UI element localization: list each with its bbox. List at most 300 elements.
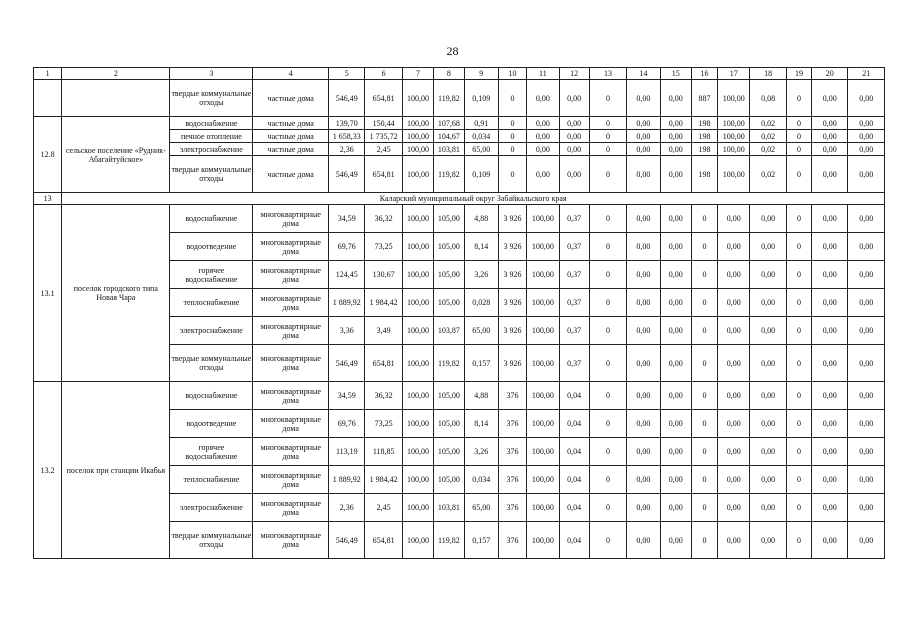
- table-cell: 0,00: [660, 117, 691, 130]
- table-cell: 0,00: [750, 317, 786, 345]
- table-cell: 0: [786, 117, 811, 130]
- service-name: теплоснабжение: [170, 289, 253, 317]
- settlement-name: поселок городского типа Новая Чара: [62, 205, 170, 382]
- housing-type: многоквартирные дома: [253, 317, 329, 345]
- housing-type: частные дома: [253, 156, 329, 193]
- table-cell: 376: [498, 522, 526, 559]
- table-cell: 0,00: [660, 233, 691, 261]
- table-cell: 0,157: [464, 522, 498, 559]
- housing-type: многоквартирные дома: [253, 494, 329, 522]
- table-cell: 0,91: [464, 117, 498, 130]
- table-cell: 0: [589, 261, 626, 289]
- table-cell: 0,00: [527, 130, 559, 143]
- table-cell: 105,00: [434, 382, 464, 410]
- table-cell: 1 889,92: [329, 289, 365, 317]
- table-cell: 0,00: [750, 233, 786, 261]
- table-cell: 100,00: [402, 382, 433, 410]
- table-cell: 100,00: [402, 143, 433, 156]
- table-cell: 0,00: [627, 130, 660, 143]
- service-name: твердые коммунальные отходы: [170, 156, 253, 193]
- table-cell: 36,32: [365, 382, 402, 410]
- table-cell: 3 926: [498, 289, 526, 317]
- table-cell: 100,00: [402, 233, 433, 261]
- table-cell: 100,00: [527, 382, 559, 410]
- table-cell: 0: [589, 117, 626, 130]
- table-cell: 0,00: [750, 382, 786, 410]
- table-cell: 0: [498, 130, 526, 143]
- table-cell: 0,00: [848, 233, 885, 261]
- table-cell: 0: [786, 522, 811, 559]
- table-cell: 69,76: [329, 410, 365, 438]
- column-number: 12: [559, 68, 589, 80]
- service-name: водоотведение: [170, 233, 253, 261]
- table-cell: 0: [786, 466, 811, 494]
- table-cell: 0,00: [718, 205, 750, 233]
- service-name: водоснабжение: [170, 205, 253, 233]
- table-cell: 0: [691, 317, 717, 345]
- table-cell: 0,00: [812, 143, 848, 156]
- table-cell: 107,68: [434, 117, 464, 130]
- table-cell: 100,00: [402, 317, 433, 345]
- column-number: 21: [848, 68, 885, 80]
- table-cell: 0,00: [812, 289, 848, 317]
- table-cell: 546,49: [329, 80, 365, 117]
- table-cell: 0,028: [464, 289, 498, 317]
- housing-type: многоквартирные дома: [253, 289, 329, 317]
- table-cell: 0: [589, 233, 626, 261]
- table-cell: 36,32: [365, 205, 402, 233]
- settlement-name: [62, 80, 170, 117]
- table-cell: 654,81: [365, 80, 402, 117]
- table-cell: 0,00: [660, 410, 691, 438]
- table-cell: 3 926: [498, 261, 526, 289]
- table-cell: 0,00: [848, 317, 885, 345]
- table-cell: 119,82: [434, 80, 464, 117]
- table-cell: 100,00: [527, 233, 559, 261]
- column-number: 4: [253, 68, 329, 80]
- column-number: 14: [627, 68, 660, 80]
- housing-type: многоквартирные дома: [253, 233, 329, 261]
- housing-type: многоквартирные дома: [253, 466, 329, 494]
- table-cell: 0,00: [559, 80, 589, 117]
- table-cell: 105,00: [434, 438, 464, 466]
- table-cell: 654,81: [365, 522, 402, 559]
- service-name: электроснабжение: [170, 143, 253, 156]
- table-cell: 0,00: [627, 494, 660, 522]
- table-cell: 0: [786, 156, 811, 193]
- table-cell: 130,67: [365, 261, 402, 289]
- table-cell: 100,00: [402, 289, 433, 317]
- table-cell: 100,00: [527, 438, 559, 466]
- table-cell: 0,109: [464, 156, 498, 193]
- table-cell: 0,00: [812, 410, 848, 438]
- table-cell: 0,02: [750, 130, 786, 143]
- table-cell: 100,00: [402, 522, 433, 559]
- table-cell: 0: [786, 143, 811, 156]
- table-cell: 150,44: [365, 117, 402, 130]
- table-cell: 65,00: [464, 317, 498, 345]
- table-cell: 100,00: [527, 261, 559, 289]
- table-cell: 376: [498, 466, 526, 494]
- housing-type: многоквартирные дома: [253, 345, 329, 382]
- table-cell: 2,45: [365, 143, 402, 156]
- table-cell: 0,157: [464, 345, 498, 382]
- table-cell: 198: [691, 156, 717, 193]
- table-cell: 546,49: [329, 156, 365, 193]
- table-cell: 0,00: [812, 117, 848, 130]
- table-cell: 0: [498, 80, 526, 117]
- table-cell: 100,00: [527, 494, 559, 522]
- table-cell: 0: [691, 205, 717, 233]
- table-row: [34, 80, 885, 117]
- table-cell: 104,67: [434, 130, 464, 143]
- table-cell: 0: [786, 205, 811, 233]
- column-number: 19: [786, 68, 811, 80]
- table-cell: 0: [786, 410, 811, 438]
- table-cell: 0,00: [627, 410, 660, 438]
- table-cell: 0: [589, 143, 626, 156]
- table-cell: 0,00: [660, 261, 691, 289]
- column-number: 6: [365, 68, 402, 80]
- table-cell: 0: [589, 156, 626, 193]
- table-cell: 73,25: [365, 233, 402, 261]
- housing-type: многоквартирные дома: [253, 382, 329, 410]
- table-cell: 0,034: [464, 466, 498, 494]
- table-cell: 0,00: [718, 233, 750, 261]
- table-cell: 0,00: [627, 382, 660, 410]
- table-cell: 100,00: [402, 466, 433, 494]
- service-name: электроснабжение: [170, 317, 253, 345]
- table-cell: 1 984,42: [365, 289, 402, 317]
- table-cell: 100,00: [527, 289, 559, 317]
- table-cell: 0,02: [750, 117, 786, 130]
- table-cell: 0: [691, 261, 717, 289]
- table-cell: 198: [691, 130, 717, 143]
- table-cell: 0,00: [527, 117, 559, 130]
- housing-type: частные дома: [253, 117, 329, 130]
- table-cell: 0,00: [812, 345, 848, 382]
- table-cell: 0,00: [812, 156, 848, 193]
- table-cell: 3 926: [498, 233, 526, 261]
- table-cell: 0: [691, 466, 717, 494]
- table-cell: 3 926: [498, 345, 526, 382]
- table-cell: 0,00: [660, 143, 691, 156]
- table-cell: 0,00: [848, 80, 885, 117]
- table-cell: 0: [589, 438, 626, 466]
- row-number: 13: [34, 193, 62, 205]
- table-cell: 0,00: [627, 261, 660, 289]
- table-cell: 118,85: [365, 438, 402, 466]
- table-cell: 100,00: [402, 156, 433, 193]
- table-cell: 8,14: [464, 233, 498, 261]
- table-cell: 0,37: [559, 233, 589, 261]
- table-cell: 0: [786, 494, 811, 522]
- table-cell: 0,00: [848, 143, 885, 156]
- table-cell: 0,04: [559, 438, 589, 466]
- table-cell: 0,00: [660, 80, 691, 117]
- table-cell: 100,00: [402, 345, 433, 382]
- table-cell: 100,00: [402, 130, 433, 143]
- table-cell: 0,00: [627, 80, 660, 117]
- table-cell: 0,00: [848, 522, 885, 559]
- table-cell: 0: [589, 494, 626, 522]
- table-cell: 0,00: [750, 438, 786, 466]
- housing-type: многоквартирные дома: [253, 522, 329, 559]
- housing-type: многоквартирные дома: [253, 205, 329, 233]
- table-cell: 0,00: [848, 466, 885, 494]
- table-cell: 1 658,33: [329, 130, 365, 143]
- table-cell: 0: [498, 143, 526, 156]
- table-cell: 0,00: [812, 261, 848, 289]
- table-cell: 3,36: [329, 317, 365, 345]
- table-cell: 0,00: [812, 205, 848, 233]
- table-cell: 1 735,72: [365, 130, 402, 143]
- table-cell: 2,36: [329, 494, 365, 522]
- table-cell: 100,00: [527, 205, 559, 233]
- table-cell: 0,00: [750, 345, 786, 382]
- column-number: 9: [464, 68, 498, 80]
- table-cell: 3 926: [498, 205, 526, 233]
- table-cell: 100,00: [402, 410, 433, 438]
- column-number: 11: [527, 68, 559, 80]
- table-cell: 0,00: [559, 130, 589, 143]
- service-name: водоотведение: [170, 410, 253, 438]
- table-cell: 0: [589, 205, 626, 233]
- table-cell: 0,00: [527, 80, 559, 117]
- table-cell: 100,00: [718, 117, 750, 130]
- table-cell: 0: [691, 345, 717, 382]
- housing-type: частные дома: [253, 80, 329, 117]
- table-cell: 0,00: [848, 410, 885, 438]
- table-cell: 0: [691, 410, 717, 438]
- table-cell: 1 889,92: [329, 466, 365, 494]
- table-cell: 0,00: [627, 438, 660, 466]
- page-number: 28: [446, 44, 459, 58]
- table-cell: 0,00: [660, 466, 691, 494]
- table-cell: 105,00: [434, 410, 464, 438]
- table-cell: 0,37: [559, 261, 589, 289]
- table-cell: 0,00: [660, 156, 691, 193]
- table-cell: 34,59: [329, 382, 365, 410]
- column-number: 17: [718, 68, 750, 80]
- table-cell: 0: [589, 382, 626, 410]
- service-name: твердые коммунальные отходы: [170, 522, 253, 559]
- column-number: 20: [812, 68, 848, 80]
- table-cell: 0,00: [848, 382, 885, 410]
- table-cell: 0: [691, 522, 717, 559]
- table-cell: 0: [589, 466, 626, 494]
- table-cell: 0,00: [812, 80, 848, 117]
- table-cell: 2,36: [329, 143, 365, 156]
- header-row: [34, 68, 885, 80]
- table-cell: 376: [498, 410, 526, 438]
- table-cell: 0: [691, 382, 717, 410]
- table-cell: 0,37: [559, 289, 589, 317]
- table-cell: 0,00: [848, 205, 885, 233]
- table-cell: 0,00: [627, 233, 660, 261]
- table-cell: 100,00: [527, 317, 559, 345]
- table-cell: 0: [691, 289, 717, 317]
- table-cell: 113,19: [329, 438, 365, 466]
- table-cell: 100,00: [402, 80, 433, 117]
- table-cell: 119,82: [434, 345, 464, 382]
- table-cell: 69,76: [329, 233, 365, 261]
- table-cell: 103,81: [434, 494, 464, 522]
- table-cell: 0: [786, 261, 811, 289]
- table-cell: 0,00: [527, 143, 559, 156]
- table-cell: 103,87: [434, 317, 464, 345]
- table-cell: 0: [786, 289, 811, 317]
- table-cell: 0,04: [559, 466, 589, 494]
- table-cell: 0,00: [559, 117, 589, 130]
- column-number: 13: [589, 68, 626, 80]
- table-cell: 0,00: [718, 382, 750, 410]
- table-row: [34, 205, 885, 233]
- table-cell: 0,00: [660, 130, 691, 143]
- table-cell: 0,04: [559, 382, 589, 410]
- section-row: [34, 193, 885, 205]
- table-cell: 0,00: [718, 345, 750, 382]
- table-cell: 0,00: [527, 156, 559, 193]
- row-number: 13.1: [34, 205, 62, 382]
- table-cell: 0,02: [750, 156, 786, 193]
- table-cell: 73,25: [365, 410, 402, 438]
- table-cell: 0: [786, 233, 811, 261]
- column-number: 15: [660, 68, 691, 80]
- table-cell: 0,00: [848, 261, 885, 289]
- table-cell: 198: [691, 143, 717, 156]
- table-cell: 8,14: [464, 410, 498, 438]
- housing-type: частные дома: [253, 130, 329, 143]
- housing-type: многоквартирные дома: [253, 261, 329, 289]
- table-cell: 100,00: [718, 156, 750, 193]
- table-cell: 0,034: [464, 130, 498, 143]
- table-cell: 2,45: [365, 494, 402, 522]
- table-cell: 34,59: [329, 205, 365, 233]
- table-cell: 0,00: [718, 522, 750, 559]
- table-cell: 0,00: [660, 522, 691, 559]
- table-cell: 0: [589, 345, 626, 382]
- housing-type: многоквартирные дома: [253, 410, 329, 438]
- table-cell: 198: [691, 117, 717, 130]
- table-cell: 0,04: [559, 522, 589, 559]
- table-cell: 0,00: [812, 466, 848, 494]
- service-name: электроснабжение: [170, 494, 253, 522]
- table-cell: 0,00: [718, 317, 750, 345]
- table-cell: 0,00: [660, 382, 691, 410]
- table-cell: 139,70: [329, 117, 365, 130]
- table-cell: 0,02: [750, 143, 786, 156]
- table-cell: 0,00: [812, 382, 848, 410]
- table-row: [34, 382, 885, 410]
- housing-type: многоквартирные дома: [253, 438, 329, 466]
- table-cell: 546,49: [329, 522, 365, 559]
- service-name: горячее водоснабжение: [170, 261, 253, 289]
- table-cell: 0,00: [718, 438, 750, 466]
- table-cell: 0,00: [559, 143, 589, 156]
- column-number: 16: [691, 68, 717, 80]
- table-cell: 0: [589, 80, 626, 117]
- table-cell: 105,00: [434, 233, 464, 261]
- table-cell: 0: [786, 130, 811, 143]
- table-cell: 0,00: [718, 289, 750, 317]
- table-cell: 0: [786, 317, 811, 345]
- section-title: Каларский муниципальный округ Забайкальского края: [62, 193, 885, 205]
- table-cell: 0,00: [627, 117, 660, 130]
- table-cell: 0,00: [812, 317, 848, 345]
- table-cell: 0,00: [627, 466, 660, 494]
- table-cell: 0,00: [627, 522, 660, 559]
- table-cell: 0,00: [627, 345, 660, 382]
- table-cell: 0,00: [627, 289, 660, 317]
- table-cell: 3,49: [365, 317, 402, 345]
- table-cell: 0: [498, 117, 526, 130]
- table-cell: 0,00: [750, 289, 786, 317]
- table-cell: 0: [589, 289, 626, 317]
- table-cell: 0,00: [848, 117, 885, 130]
- table-cell: 0,00: [848, 438, 885, 466]
- table-cell: 119,82: [434, 522, 464, 559]
- table-cell: 0,00: [718, 466, 750, 494]
- column-number: 1: [34, 68, 62, 80]
- table-cell: 0: [589, 410, 626, 438]
- table-cell: 654,81: [365, 156, 402, 193]
- table-cell: 0,00: [660, 345, 691, 382]
- table-cell: 0,00: [660, 438, 691, 466]
- column-number: 10: [498, 68, 526, 80]
- table-cell: 0,00: [848, 130, 885, 143]
- table-cell: 0,00: [660, 289, 691, 317]
- column-number: 8: [434, 68, 464, 80]
- table-cell: 100,00: [527, 522, 559, 559]
- column-number: 3: [170, 68, 253, 80]
- table-cell: 0: [589, 522, 626, 559]
- table-cell: 100,00: [718, 143, 750, 156]
- table-cell: 100,00: [718, 80, 750, 117]
- table-cell: 887: [691, 80, 717, 117]
- table-cell: 65,00: [464, 143, 498, 156]
- table-cell: 0,109: [464, 80, 498, 117]
- table-cell: 0,00: [627, 317, 660, 345]
- table-cell: 0,04: [559, 410, 589, 438]
- table-cell: 0: [786, 382, 811, 410]
- table-cell: 0,00: [627, 205, 660, 233]
- row-number: [34, 80, 62, 117]
- table-cell: 0,00: [750, 410, 786, 438]
- table-cell: 65,00: [464, 494, 498, 522]
- table-cell: 0,37: [559, 205, 589, 233]
- table-cell: 0,00: [718, 494, 750, 522]
- tariff-table: [33, 67, 885, 559]
- table-cell: 105,00: [434, 261, 464, 289]
- table-cell: 376: [498, 382, 526, 410]
- column-number: 7: [402, 68, 433, 80]
- table-cell: 0,04: [559, 494, 589, 522]
- table-cell: 100,00: [402, 117, 433, 130]
- housing-type: частные дома: [253, 143, 329, 156]
- table-cell: 0,00: [750, 522, 786, 559]
- table-cell: 100,00: [718, 130, 750, 143]
- row-number: 12.8: [34, 117, 62, 193]
- table-cell: 0,00: [848, 156, 885, 193]
- table-cell: 105,00: [434, 466, 464, 494]
- table-cell: 100,00: [402, 438, 433, 466]
- service-name: горячее водоснабжение: [170, 438, 253, 466]
- table-cell: 0,00: [718, 410, 750, 438]
- table-cell: 105,00: [434, 289, 464, 317]
- table-cell: 0,08: [750, 80, 786, 117]
- table-cell: 0,00: [750, 466, 786, 494]
